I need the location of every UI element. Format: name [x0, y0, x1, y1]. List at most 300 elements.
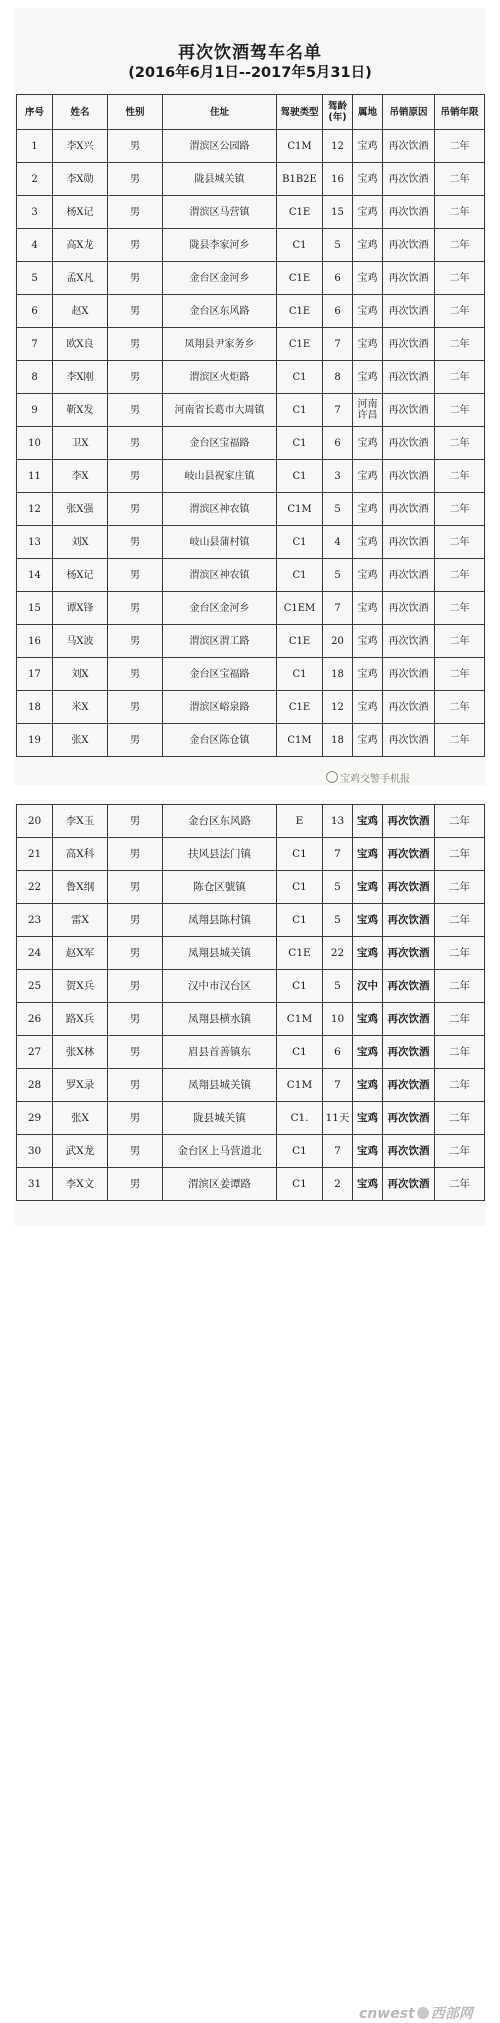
cell-name: 鲁X纲: [53, 871, 108, 904]
cell-driving-years: 13: [323, 805, 353, 838]
cell-name: 赵X军: [53, 937, 108, 970]
table-row: [17, 394, 485, 427]
cell-gender: 男: [108, 805, 163, 838]
cell-license-type: C1: [277, 361, 323, 394]
cell-name: 罗X录: [53, 1069, 108, 1102]
cell-address: 陈仓区號镇: [163, 871, 277, 904]
cell-region: 宝鸡: [353, 559, 383, 592]
cell-name: 李X文: [53, 1168, 108, 1201]
cell-revoke-reason: 再次饮酒: [383, 394, 435, 427]
table-row: [17, 1168, 485, 1201]
cell-name: 武X龙: [53, 1135, 108, 1168]
cell-driving-years: 5: [323, 970, 353, 1003]
cell-revoke-term: 二年: [435, 1003, 485, 1036]
cell-gender: 男: [108, 592, 163, 625]
cell-driving-years: 5: [323, 871, 353, 904]
cell-revoke-term: 二年: [435, 838, 485, 871]
cell-revoke-reason: 再次饮酒: [383, 592, 435, 625]
cell-driving-years: 18: [323, 658, 353, 691]
cell-address: 岐山县祝家庄镇: [163, 460, 277, 493]
cell-seq: 8: [17, 361, 53, 394]
document-page-1: [14, 8, 486, 785]
cell-name: 谭X锋: [53, 592, 108, 625]
cell-region: 宝鸡: [353, 196, 383, 229]
cell-name: 米X: [53, 691, 108, 724]
cell-license-type: C1: [277, 427, 323, 460]
table-row: [17, 871, 485, 904]
cell-driving-years: 6: [323, 1036, 353, 1069]
table-row: [17, 262, 485, 295]
cell-seq: 15: [17, 592, 53, 625]
cell-revoke-reason: 再次饮酒: [383, 493, 435, 526]
cell-region: 宝鸡: [353, 1135, 383, 1168]
cell-seq: 13: [17, 526, 53, 559]
cell-gender: 男: [108, 328, 163, 361]
cell-driving-years: 7: [323, 328, 353, 361]
cell-revoke-term: 二年: [435, 460, 485, 493]
cell-revoke-reason: 再次饮酒: [383, 460, 435, 493]
cell-revoke-term: 二年: [435, 394, 485, 427]
cell-gender: 男: [108, 460, 163, 493]
cell-name: 李X勋: [53, 163, 108, 196]
cell-address: 渭滨区马营镇: [163, 196, 277, 229]
cell-license-type: C1M: [277, 493, 323, 526]
cell-seq: 16: [17, 625, 53, 658]
cell-revoke-term: 二年: [435, 1168, 485, 1201]
table-header-row: [17, 95, 485, 130]
table-row: [17, 937, 485, 970]
cell-revoke-reason: 再次饮酒: [383, 328, 435, 361]
cell-seq: 11: [17, 460, 53, 493]
cell-revoke-term: 二年: [435, 592, 485, 625]
wechat-icon: [326, 771, 338, 783]
table-row: [17, 805, 485, 838]
cell-revoke-reason: 再次饮酒: [383, 427, 435, 460]
cell-region: 宝鸡: [353, 871, 383, 904]
cell-revoke-term: 二年: [435, 871, 485, 904]
cell-gender: 男: [108, 163, 163, 196]
cell-gender: 男: [108, 838, 163, 871]
header-license-type: 驾驶类型: [277, 95, 323, 130]
cell-region: 宝鸡: [353, 691, 383, 724]
cell-gender: 男: [108, 493, 163, 526]
cell-address: 金台区上马营道北: [163, 1135, 277, 1168]
cell-license-type: B1B2E: [277, 163, 323, 196]
cell-revoke-reason: 再次饮酒: [383, 295, 435, 328]
cell-revoke-reason: 再次饮酒: [383, 691, 435, 724]
cell-gender: 男: [108, 229, 163, 262]
cell-revoke-reason: 再次饮酒: [383, 970, 435, 1003]
cell-region: 宝鸡: [353, 526, 383, 559]
cell-seq: 3: [17, 196, 53, 229]
cell-license-type: C1: [277, 460, 323, 493]
cell-address: 渭滨区姜谭路: [163, 1168, 277, 1201]
cell-revoke-reason: 再次饮酒: [383, 658, 435, 691]
cell-revoke-term: 二年: [435, 1102, 485, 1135]
cell-region: 宝鸡: [353, 163, 383, 196]
cell-gender: 男: [108, 871, 163, 904]
cell-driving-years: 15: [323, 196, 353, 229]
cell-address: 凤翔县尹家务乡: [163, 328, 277, 361]
table-row: [17, 328, 485, 361]
table-row: [17, 691, 485, 724]
cell-revoke-reason: 再次饮酒: [383, 838, 435, 871]
cell-seq: 19: [17, 724, 53, 757]
cell-address: 金台区宝福路: [163, 427, 277, 460]
table-row: [17, 838, 485, 871]
cell-revoke-term: 二年: [435, 361, 485, 394]
cell-license-type: C1E: [277, 328, 323, 361]
cell-name: 刘X: [53, 526, 108, 559]
cell-revoke-term: 二年: [435, 970, 485, 1003]
cell-revoke-term: 二年: [435, 1069, 485, 1102]
document-page-2: [14, 800, 486, 2022]
table-row: [17, 526, 485, 559]
cell-driving-years: 6: [323, 295, 353, 328]
cell-seq: 20: [17, 805, 53, 838]
cell-address: 金台区宝福路: [163, 658, 277, 691]
cell-name: 孟X凡: [53, 262, 108, 295]
header-driving-years: 驾龄(年): [323, 95, 353, 130]
cell-name: 张X: [53, 724, 108, 757]
cell-gender: 男: [108, 1003, 163, 1036]
cell-address: 扶风县法门镇: [163, 838, 277, 871]
cell-region: 宝鸡: [353, 262, 383, 295]
cell-gender: 男: [108, 427, 163, 460]
cell-license-type: C1E: [277, 937, 323, 970]
cell-region: 宝鸡: [353, 427, 383, 460]
table-row: [17, 196, 485, 229]
cell-seq: 14: [17, 559, 53, 592]
cell-seq: 1: [17, 130, 53, 163]
cell-name: 李X兴: [53, 130, 108, 163]
cell-gender: 男: [108, 295, 163, 328]
cell-name: 李X: [53, 460, 108, 493]
cell-region: 宝鸡: [353, 625, 383, 658]
cell-revoke-reason: 再次饮酒: [383, 1069, 435, 1102]
cell-license-type: C1: [277, 904, 323, 937]
cell-license-type: C1: [277, 394, 323, 427]
table-row: [17, 592, 485, 625]
cell-region: 宝鸡: [353, 130, 383, 163]
cell-gender: 男: [108, 361, 163, 394]
cell-driving-years: 12: [323, 691, 353, 724]
cell-revoke-reason: 再次饮酒: [383, 871, 435, 904]
cell-driving-years: 4: [323, 526, 353, 559]
cell-driving-years: 12: [323, 130, 353, 163]
cell-seq: 23: [17, 904, 53, 937]
cell-revoke-reason: 再次饮酒: [383, 625, 435, 658]
cell-driving-years: 6: [323, 427, 353, 460]
cell-revoke-reason: 再次饮酒: [383, 805, 435, 838]
cell-region: 宝鸡: [353, 229, 383, 262]
cell-revoke-term: 二年: [435, 904, 485, 937]
cell-seq: 26: [17, 1003, 53, 1036]
cell-revoke-reason: 再次饮酒: [383, 526, 435, 559]
cell-name: 卫X: [53, 427, 108, 460]
cell-gender: 男: [108, 625, 163, 658]
cell-region: 宝鸡: [353, 493, 383, 526]
cell-name: 张X: [53, 1102, 108, 1135]
list-table-part-1: [16, 94, 485, 757]
table-row: [17, 1069, 485, 1102]
cell-address: 渭滨区渭工路: [163, 625, 277, 658]
cell-address: 凤翔县陈村镇: [163, 904, 277, 937]
cell-driving-years: 7: [323, 592, 353, 625]
cell-license-type: C1EM: [277, 592, 323, 625]
cell-gender: 男: [108, 526, 163, 559]
cell-seq: 30: [17, 1135, 53, 1168]
table-row: [17, 229, 485, 262]
cell-seq: 27: [17, 1036, 53, 1069]
cell-license-type: C1M: [277, 1003, 323, 1036]
cell-region: 宝鸡: [353, 295, 383, 328]
cell-region: 宝鸡: [353, 1102, 383, 1135]
cell-revoke-term: 二年: [435, 229, 485, 262]
cell-license-type: C1E: [277, 625, 323, 658]
cell-region: 汉中: [353, 970, 383, 1003]
cell-region: 宝鸡: [353, 937, 383, 970]
cell-name: 马X波: [53, 625, 108, 658]
table-row: [17, 130, 485, 163]
cell-revoke-reason: 再次饮酒: [383, 1003, 435, 1036]
cell-revoke-reason: 再次饮酒: [383, 1135, 435, 1168]
cell-license-type: C1E: [277, 295, 323, 328]
cell-license-type: C1: [277, 229, 323, 262]
cell-license-type: C1: [277, 871, 323, 904]
cell-revoke-term: 二年: [435, 1036, 485, 1069]
cell-address: 凤翔县城关镇: [163, 937, 277, 970]
document-subtitle: (2016年6月1日--2017年5月31日): [128, 65, 372, 81]
cell-region: 宝鸡: [353, 805, 383, 838]
cell-license-type: C1.: [277, 1102, 323, 1135]
cell-gender: 男: [108, 1168, 163, 1201]
cell-revoke-term: 二年: [435, 937, 485, 970]
cell-license-type: C1E: [277, 196, 323, 229]
cell-gender: 男: [108, 559, 163, 592]
cell-name: 欧X良: [53, 328, 108, 361]
cell-seq: 2: [17, 163, 53, 196]
cell-address: 金台区金河乡: [163, 262, 277, 295]
cell-region: 宝鸡: [353, 658, 383, 691]
cell-address: 渭滨区峪泉路: [163, 691, 277, 724]
cell-driving-years: 16: [323, 163, 353, 196]
cell-driving-years: 7: [323, 394, 353, 427]
cell-name: 雷X: [53, 904, 108, 937]
cell-address: 岐山县蒲村镇: [163, 526, 277, 559]
header-revoke-term: 吊销年限: [435, 95, 485, 130]
cell-address: 金台区金河乡: [163, 592, 277, 625]
table-row: [17, 658, 485, 691]
cell-license-type: C1: [277, 1168, 323, 1201]
cell-gender: 男: [108, 1102, 163, 1135]
cell-driving-years: 20: [323, 625, 353, 658]
cell-driving-years: 2: [323, 1168, 353, 1201]
cell-driving-years: 7: [323, 838, 353, 871]
cell-name: 贺X兵: [53, 970, 108, 1003]
cell-region: 宝鸡: [353, 1069, 383, 1102]
cell-revoke-term: 二年: [435, 427, 485, 460]
cell-revoke-term: 二年: [435, 658, 485, 691]
cell-license-type: C1: [277, 526, 323, 559]
table-row: [17, 460, 485, 493]
cell-address: 陇县城关镇: [163, 163, 277, 196]
cell-address: 金台区东风路: [163, 295, 277, 328]
cell-gender: 男: [108, 196, 163, 229]
cell-revoke-reason: 再次饮酒: [383, 262, 435, 295]
cell-address: 陇县李家河乡: [163, 229, 277, 262]
cell-address: 凤翔县横水镇: [163, 1003, 277, 1036]
cell-revoke-term: 二年: [435, 625, 485, 658]
cell-region: 宝鸡: [353, 328, 383, 361]
cell-name: 李X刚: [53, 361, 108, 394]
cell-revoke-reason: 再次饮酒: [383, 361, 435, 394]
table-row: [17, 1135, 485, 1168]
cell-license-type: C1: [277, 1135, 323, 1168]
cell-address: 眉县首善镇东: [163, 1036, 277, 1069]
cell-revoke-reason: 再次饮酒: [383, 937, 435, 970]
cell-region: 宝鸡: [353, 1168, 383, 1201]
table-row: [17, 1003, 485, 1036]
cell-region: 宝鸡: [353, 838, 383, 871]
cell-name: 高X龙: [53, 229, 108, 262]
table-row: [17, 361, 485, 394]
cell-revoke-term: 二年: [435, 1135, 485, 1168]
cell-gender: 男: [108, 937, 163, 970]
cell-name: 杨X记: [53, 196, 108, 229]
cell-gender: 男: [108, 691, 163, 724]
table-row: [17, 295, 485, 328]
table-row: [17, 970, 485, 1003]
cell-region: 宝鸡: [353, 460, 383, 493]
cell-seq: 25: [17, 970, 53, 1003]
cell-name: 张X林: [53, 1036, 108, 1069]
cell-license-type: C1M: [277, 130, 323, 163]
cell-region: 宝鸡: [353, 592, 383, 625]
cell-revoke-term: 二年: [435, 805, 485, 838]
watermark-top: 宝鸡交警手机报: [324, 770, 412, 785]
cell-seq: 17: [17, 658, 53, 691]
header-region: 属地: [353, 95, 383, 130]
cell-name: 高X科: [53, 838, 108, 871]
cell-driving-years: 5: [323, 229, 353, 262]
cell-revoke-term: 二年: [435, 295, 485, 328]
header-revoke-reason: 吊销原因: [383, 95, 435, 130]
cell-license-type: C1: [277, 559, 323, 592]
cell-seq: 9: [17, 394, 53, 427]
cell-driving-years: 3: [323, 460, 353, 493]
cell-region: 宝鸡: [353, 1036, 383, 1069]
cell-address: 渭滨区神农镇: [163, 559, 277, 592]
cell-seq: 21: [17, 838, 53, 871]
cell-address: 金台区陈仓镇: [163, 724, 277, 757]
cell-seq: 31: [17, 1168, 53, 1201]
cell-address: 渭滨区公园路: [163, 130, 277, 163]
header-address: 住址: [163, 95, 277, 130]
cell-revoke-term: 二年: [435, 559, 485, 592]
cell-address: 凤翔县城关镇: [163, 1069, 277, 1102]
cell-gender: 男: [108, 970, 163, 1003]
cell-seq: 5: [17, 262, 53, 295]
table-row: [17, 1102, 485, 1135]
cell-driving-years: 6: [323, 262, 353, 295]
cell-driving-years: 7: [323, 1069, 353, 1102]
cell-revoke-term: 二年: [435, 163, 485, 196]
list-table-part-2: [16, 804, 485, 1201]
cell-region: 宝鸡: [353, 724, 383, 757]
cell-license-type: C1M: [277, 724, 323, 757]
cell-revoke-reason: 再次饮酒: [383, 724, 435, 757]
cell-license-type: C1: [277, 838, 323, 871]
cell-seq: 6: [17, 295, 53, 328]
cell-revoke-reason: 再次饮酒: [383, 1168, 435, 1201]
cell-revoke-reason: 再次饮酒: [383, 1102, 435, 1135]
cell-revoke-term: 二年: [435, 691, 485, 724]
cell-name: 李X玉: [53, 805, 108, 838]
cell-name: 靳X发: [53, 394, 108, 427]
cell-gender: 男: [108, 262, 163, 295]
cell-driving-years: 10: [323, 1003, 353, 1036]
cell-region: 河南许昌: [353, 394, 383, 427]
cell-region: 宝鸡: [353, 361, 383, 394]
cell-license-type: C1: [277, 658, 323, 691]
cell-driving-years: 11天: [323, 1102, 353, 1135]
cell-address: 渭滨区火炬路: [163, 361, 277, 394]
cell-driving-years: 8: [323, 361, 353, 394]
cell-revoke-reason: 再次饮酒: [383, 559, 435, 592]
cell-gender: 男: [108, 1135, 163, 1168]
cell-revoke-reason: 再次饮酒: [383, 229, 435, 262]
header-name: 姓名: [53, 95, 108, 130]
cell-revoke-reason: 再次饮酒: [383, 163, 435, 196]
cell-seq: 7: [17, 328, 53, 361]
table-row: [17, 493, 485, 526]
cell-seq: 18: [17, 691, 53, 724]
cell-revoke-term: 二年: [435, 526, 485, 559]
cell-revoke-term: 二年: [435, 262, 485, 295]
cell-revoke-term: 二年: [435, 493, 485, 526]
cell-address: 渭滨区神农镇: [163, 493, 277, 526]
cell-driving-years: 5: [323, 493, 353, 526]
header-seq: 序号: [17, 95, 53, 130]
cell-revoke-term: 二年: [435, 328, 485, 361]
cell-address: 河南省长葛市大周镇: [163, 394, 277, 427]
table-row: [17, 1036, 485, 1069]
cell-revoke-reason: 再次饮酒: [383, 130, 435, 163]
table-row: [17, 904, 485, 937]
watermark-bottom: cnwest 西部网: [359, 2006, 473, 2022]
cell-address: 金台区东风路: [163, 805, 277, 838]
cell-seq: 10: [17, 427, 53, 460]
logo-dot-icon: [417, 2007, 429, 2019]
cell-driving-years: 7: [323, 1135, 353, 1168]
cell-license-type: C1M: [277, 1069, 323, 1102]
cell-name: 赵X: [53, 295, 108, 328]
cell-seq: 4: [17, 229, 53, 262]
cell-region: 宝鸡: [353, 904, 383, 937]
cell-gender: 男: [108, 1036, 163, 1069]
cell-seq: 22: [17, 871, 53, 904]
cell-gender: 男: [108, 724, 163, 757]
cell-revoke-term: 二年: [435, 724, 485, 757]
cell-revoke-term: 二年: [435, 196, 485, 229]
cell-driving-years: 22: [323, 937, 353, 970]
table-row: [17, 163, 485, 196]
cell-name: 路X兵: [53, 1003, 108, 1036]
cell-name: 刘X: [53, 658, 108, 691]
cell-license-type: C1E: [277, 691, 323, 724]
cell-address: 陇县城关镇: [163, 1102, 277, 1135]
